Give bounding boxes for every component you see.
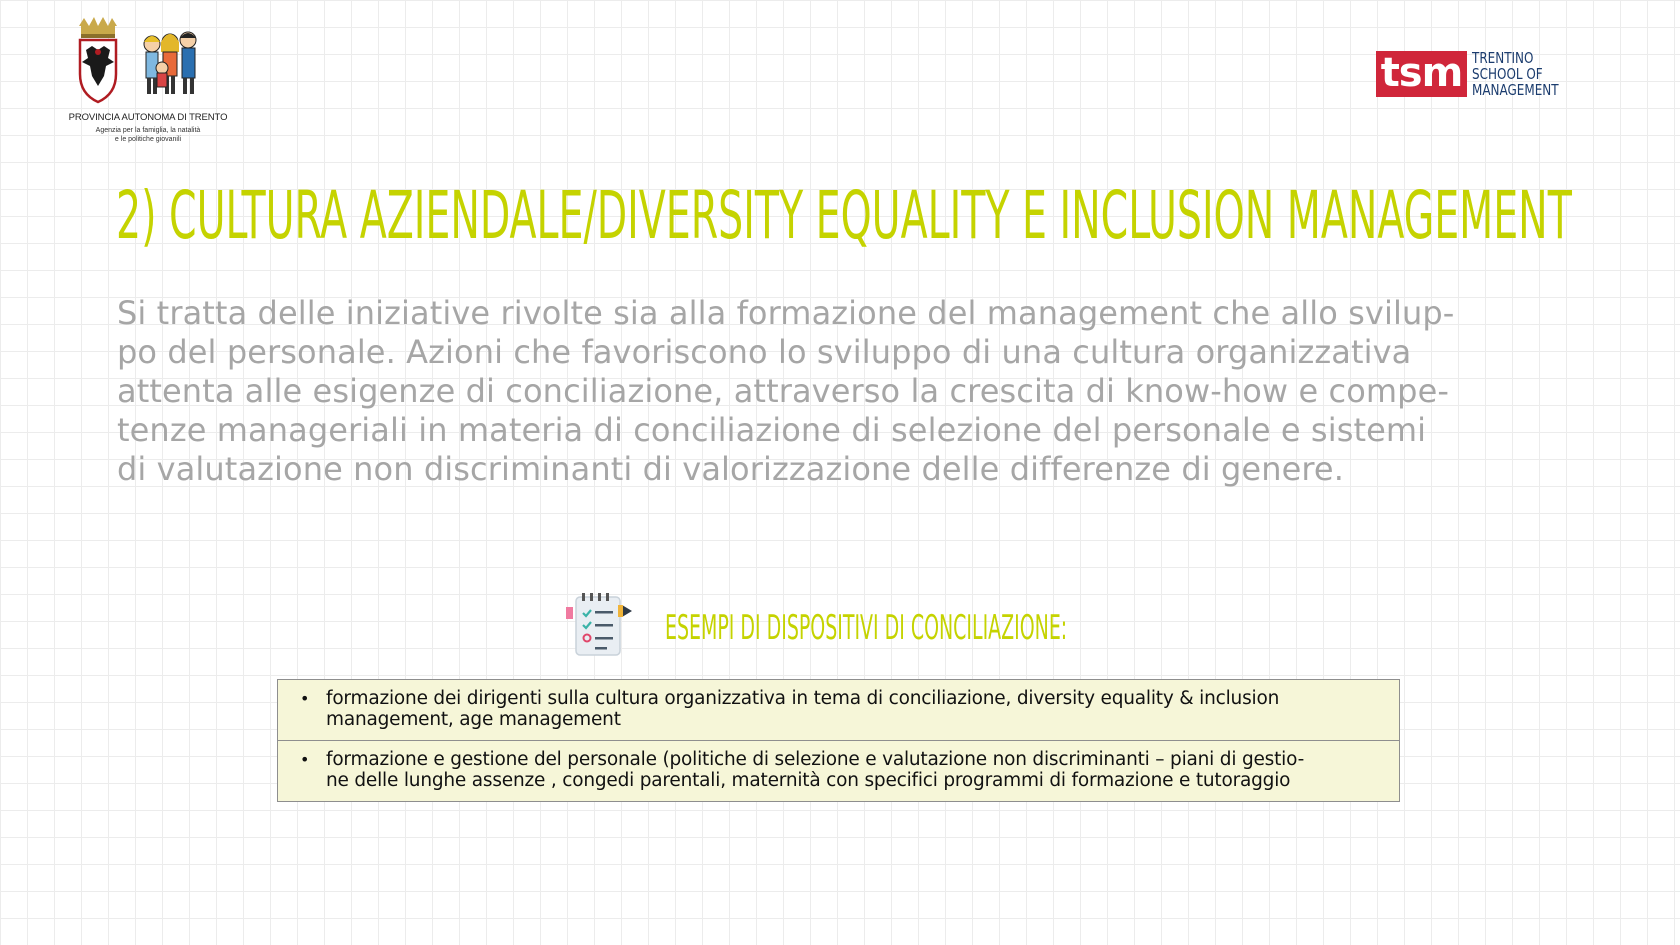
tsm-wordmark-line: SCHOOL OF: [1472, 65, 1543, 83]
tsm-wordmark: [1472, 50, 1584, 98]
agency-line: e le politiche giovanili: [114, 136, 182, 143]
intro-line: Si tratta delle iniziative rivolte sia alla formazione del management che allo svilup-: [117, 294, 1455, 332]
agency-name: [62, 126, 234, 144]
provincia-trento-logo: [62, 16, 234, 148]
tsm-wordmark-line: MANAGEMENT: [1472, 81, 1559, 99]
list-item-line: ne delle lunghe assenze , congedi parentali, maternità con specifici programmi di formazione e tutoraggio: [326, 770, 1291, 791]
intro-line: di valutazione non discriminanti di valorizzazione delle differenze di genere.: [117, 450, 1344, 488]
bullet: •: [300, 750, 310, 769]
list-item-line: formazione dei dirigenti sulla cultura organizzativa in tema di conciliazione, diversity equality & inclusion: [326, 688, 1280, 709]
checklist-icon: [562, 593, 636, 659]
list-item: [278, 680, 1399, 741]
examples-heading: ESEMPI DI DISPOSITIVI DI CONCILIAZIONE:: [665, 608, 1068, 648]
list-item-line: management, age management: [326, 709, 621, 730]
agency-line: Agenzia per la famiglia, la natalità: [95, 127, 201, 134]
coat-of-arms-and-children-icon: [62, 16, 234, 112]
list-item: [278, 741, 1399, 801]
intro-paragraph: [117, 294, 1535, 489]
examples-box: [277, 679, 1400, 802]
intro-line: po del personale. Azioni che favoriscono lo sviluppo di una cultura organizzativa: [117, 333, 1412, 371]
tsm-mark: tsm: [1376, 51, 1467, 97]
intro-line: attenta alle esigenze di conciliazione, attraverso la crescita di know-how e compe-: [117, 372, 1450, 410]
list-item-line: formazione e gestione del personale (politiche di selezione e valutazione non discriminanti – piani di gestio-: [326, 749, 1305, 770]
tsm-wordmark-line: TRENTINO: [1472, 49, 1534, 67]
bullet: •: [300, 689, 310, 708]
provincia-name: PROVINCIA AUTONOMA DI TRENTO: [68, 112, 228, 123]
page-title: 2) CULTURA AZIENDALE/DIVERSITY EQUALITY E INCLUSION MANAGEMENT: [116, 177, 1572, 254]
list-item-text: [326, 749, 1369, 791]
intro-line: tenze manageriali in materia di conciliazione di selezione del personale e sistemi: [117, 411, 1427, 449]
list-item-text: [326, 688, 1369, 730]
